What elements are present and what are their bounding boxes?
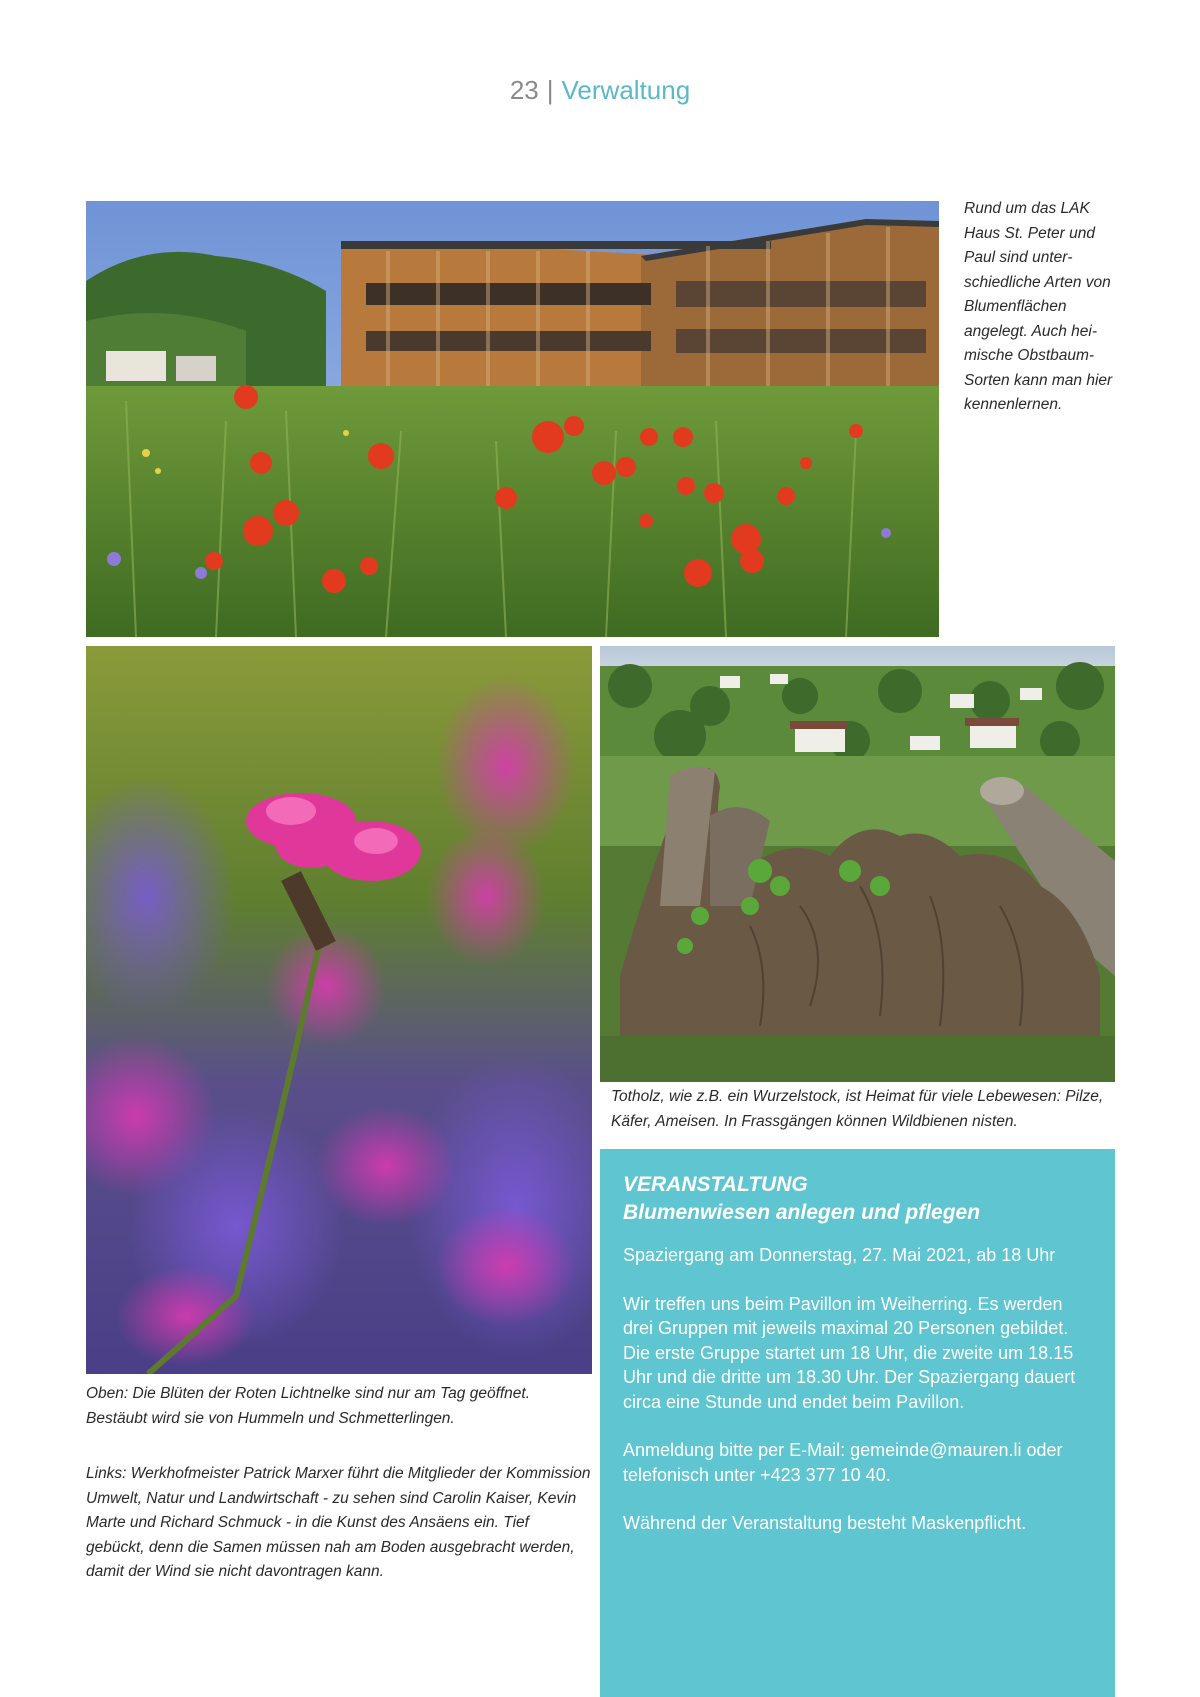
event-mask-note: Während der Veranstaltung besteht Maskenpflicht. bbox=[623, 1513, 1027, 1533]
header-separator: | bbox=[546, 75, 554, 105]
event-details: Wir treffen uns beim Pavillon im Weiherring. Es werden drei Gruppen mit jeweils maximal 20 Personen gebildet. Die erste Gruppe startet um 18 Uhr, die zweite um 18.15 Uhr und die dritte um 18.30 Uhr. Der Spaziergang dauert circa eine Stunde und endet beim Pavillon. bbox=[623, 1293, 1076, 1412]
page-number: 23 bbox=[509, 75, 539, 105]
caption-building: Rund um das LAK Haus St. Peter und Paul sind unterschiedliche Arten von Blumenflächen angelegt. Auch heimische Obstbaum-Sorten kann man hier kennenlernen. bbox=[964, 200, 1113, 413]
carnation-photo bbox=[86, 646, 592, 1374]
caption-deadwood: Totholz, wie z.B. ein Wurzelstock, ist Heimat für viele Lebewesen: Pilze, Käfer, Ameisen. In Frassgängen können Wildbienen nisten. bbox=[611, 1088, 1104, 1130]
page-header bbox=[0, 70, 1200, 110]
event-title: Blumenwiesen anlegen und pflegen bbox=[623, 1201, 981, 1224]
caption-carnation: Oben: Die Blüten der Roten Lichtnelke sind nur am Tag geöffnet. Bestäubt wird sie von Hummeln und Schmetterlingen. bbox=[86, 1385, 531, 1427]
event-registration: Anmeldung bitte per E-Mail: gemeinde@mauren.li oder telefonisch unter +423 377 10 40. bbox=[623, 1440, 1063, 1485]
building-meadow-photo bbox=[86, 201, 939, 637]
section-title: Verwaltung bbox=[561, 75, 691, 105]
event-kicker: VERANSTALTUNG bbox=[623, 1173, 808, 1196]
event-date: Spaziergang am Donnerstag, 27. Mai 2021, ab 18 Uhr bbox=[623, 1245, 1056, 1265]
event-box bbox=[600, 1149, 1115, 1697]
deadwood-stump-photo bbox=[600, 646, 1115, 1082]
caption-commission: Links: Werkhofmeister Patrick Marxer führt die Mitglieder der Kommission Umwelt, Natur und Landwirtschaft - zu sehen sind Carolin Kaiser, Kevin Marte und Richard Schmuck - in die Kunst des Ansäens ein. Tief gebückt, denn die Samen müssen nah am Boden ausgebracht werden, damit der Wind sie nicht davontragen kann. bbox=[86, 1465, 591, 1580]
